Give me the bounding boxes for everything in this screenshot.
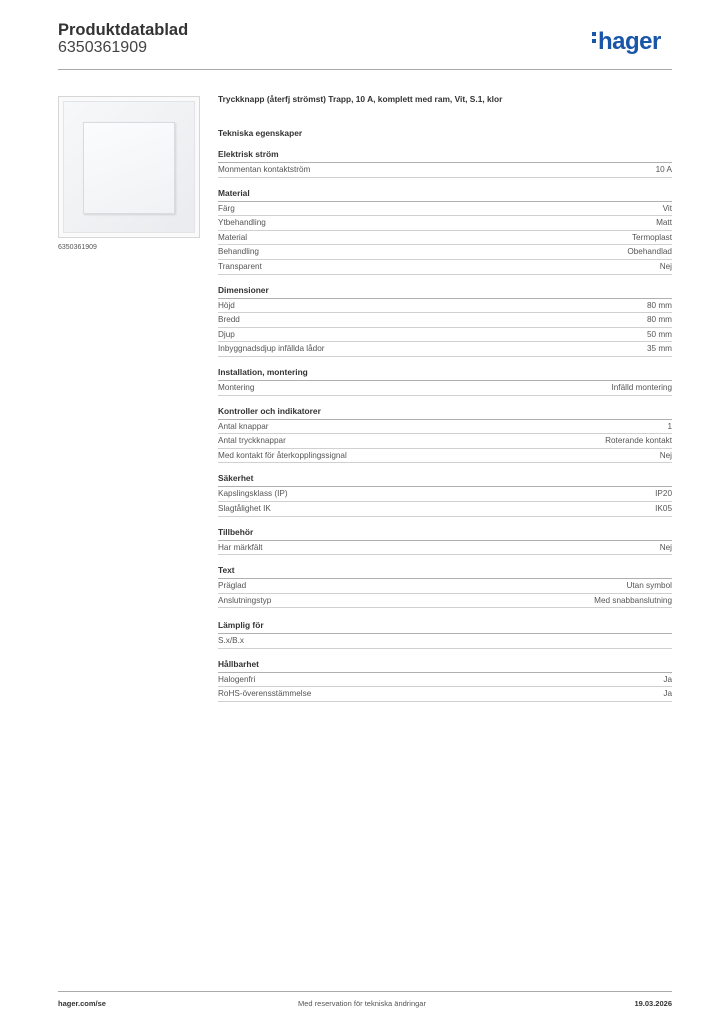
spec-label: Halogenfri — [218, 674, 256, 684]
spec-value: 10 A — [655, 165, 672, 174]
spec-row — [218, 449, 672, 464]
spec-value: IK05 — [655, 503, 672, 513]
spec-value: Nej — [659, 261, 672, 271]
spec-value: Obehandlad — [627, 247, 672, 257]
spec-row — [218, 163, 672, 178]
hager-logo[interactable] — [592, 28, 661, 56]
spec-row — [218, 202, 672, 217]
spec-row — [218, 687, 672, 702]
product-title: Tryckknapp (återfj strömst) Trapp, 10 A, komplett med ram, Vit, S.1, klor — [218, 94, 503, 104]
tech-properties-heading: Tekniska egenskaper — [218, 128, 303, 138]
product-image-caption: 6350361909 — [58, 244, 97, 251]
section-installation — [218, 367, 672, 396]
spec-label: Material — [218, 232, 248, 242]
spec-row — [218, 313, 672, 328]
spec-row — [218, 634, 672, 649]
spec-value: Infälld montering — [611, 382, 672, 392]
spec-value: 1 — [667, 421, 672, 431]
spec-label: Transparent — [218, 261, 262, 271]
spec-value: 35 mm — [646, 344, 672, 354]
section-lamplig-for — [218, 620, 672, 649]
spec-label: Antal tryckknappar — [218, 436, 286, 446]
spec-row — [218, 260, 672, 275]
spec-label: Ytbehandling — [218, 218, 266, 228]
spec-label: Präglad — [218, 581, 247, 591]
section-title: Säkerhet — [218, 473, 672, 487]
spec-row — [218, 594, 672, 609]
footer-divider — [58, 991, 672, 992]
spec-label: Monmentan kontaktström — [218, 165, 311, 174]
section-hallbarhet — [218, 659, 672, 702]
spec-label: Slagtålighet IK — [218, 503, 271, 513]
spec-row — [218, 381, 672, 396]
spec-label: Färg — [218, 203, 235, 213]
spec-label: RoHS-överensstämmelse — [218, 689, 312, 699]
spec-value: Utan symbol — [626, 581, 672, 591]
spec-label: S.x/B.x — [218, 636, 244, 646]
footer-disclaimer: Med reservation för tekniska ändringar — [298, 999, 426, 1008]
spec-row — [218, 502, 672, 517]
spec-value: Roterande kontakt — [605, 436, 672, 446]
spec-row — [218, 342, 672, 357]
article-number: 6350361909 — [58, 39, 147, 56]
spec-value: Matt — [656, 218, 672, 228]
section-title: Elektrisk ström — [218, 149, 672, 163]
spec-label: Behandling — [218, 247, 259, 257]
section-tillbehor — [218, 527, 672, 556]
section-title: Dimensioner — [218, 285, 672, 299]
spec-content — [218, 93, 672, 712]
section-text — [218, 565, 672, 608]
spec-label: Kapslingsklass (IP) — [218, 489, 288, 499]
spec-row — [218, 245, 672, 260]
spec-row — [218, 216, 672, 231]
footer-date: 19.03.2026 — [634, 999, 672, 1008]
spec-label: Djup — [218, 329, 235, 339]
spec-value: Ja — [663, 689, 672, 699]
spec-label: Montering — [218, 382, 255, 392]
spec-row — [218, 579, 672, 594]
spec-row — [218, 328, 672, 343]
push-button-icon — [83, 122, 175, 214]
spec-label: Inbyggnadsdjup infällda lådor — [218, 344, 325, 354]
footer-website-link[interactable]: hager.com/se — [58, 999, 106, 1008]
spec-value: Termoplast — [631, 232, 672, 242]
spec-row — [218, 541, 672, 556]
spec-row — [218, 673, 672, 688]
section-kontroller — [218, 406, 672, 464]
spec-value: Nej — [659, 450, 672, 460]
spec-value: 50 mm — [646, 329, 672, 339]
spec-label: Antal knappar — [218, 421, 269, 431]
section-dimensioner — [218, 285, 672, 357]
section-material — [218, 188, 672, 275]
section-title: Text — [218, 565, 672, 579]
switch-frame-icon — [63, 101, 195, 233]
spec-label: Har märkfält — [218, 542, 263, 552]
spec-row — [218, 434, 672, 449]
spec-value: Ja — [663, 674, 672, 684]
logo-text: hager — [598, 28, 661, 55]
product-image — [58, 96, 200, 238]
spec-label: Med kontakt för återkopplingssignal — [218, 450, 347, 460]
spec-label: Anslutningstyp — [218, 595, 272, 605]
spec-value: Vit — [662, 203, 672, 213]
spec-row — [218, 487, 672, 502]
section-title: Installation, montering — [218, 367, 672, 381]
logo-dots-icon — [592, 32, 596, 46]
spec-row — [218, 299, 672, 314]
spec-value: 80 mm — [646, 300, 672, 310]
section-title: Lämplig för — [218, 620, 672, 634]
page-title: Produktdatablad — [58, 21, 189, 39]
spec-value: 80 mm — [646, 315, 672, 325]
spec-value: IP20 — [655, 489, 672, 499]
spec-label: Bredd — [218, 315, 240, 325]
spec-row — [218, 420, 672, 435]
header-divider — [58, 69, 672, 70]
spec-row — [218, 231, 672, 246]
section-title: Kontroller och indikatorer — [218, 406, 672, 420]
spec-value: Nej — [659, 542, 672, 552]
section-title: Tillbehör — [218, 527, 672, 541]
spec-label: Höjd — [218, 300, 235, 310]
spec-value: Med snabbanslutning — [594, 595, 672, 605]
section-title: Material — [218, 188, 672, 202]
section-title: Hållbarhet — [218, 659, 672, 673]
section-elektrisk-strom — [218, 149, 672, 178]
section-sakerhet — [218, 473, 672, 516]
